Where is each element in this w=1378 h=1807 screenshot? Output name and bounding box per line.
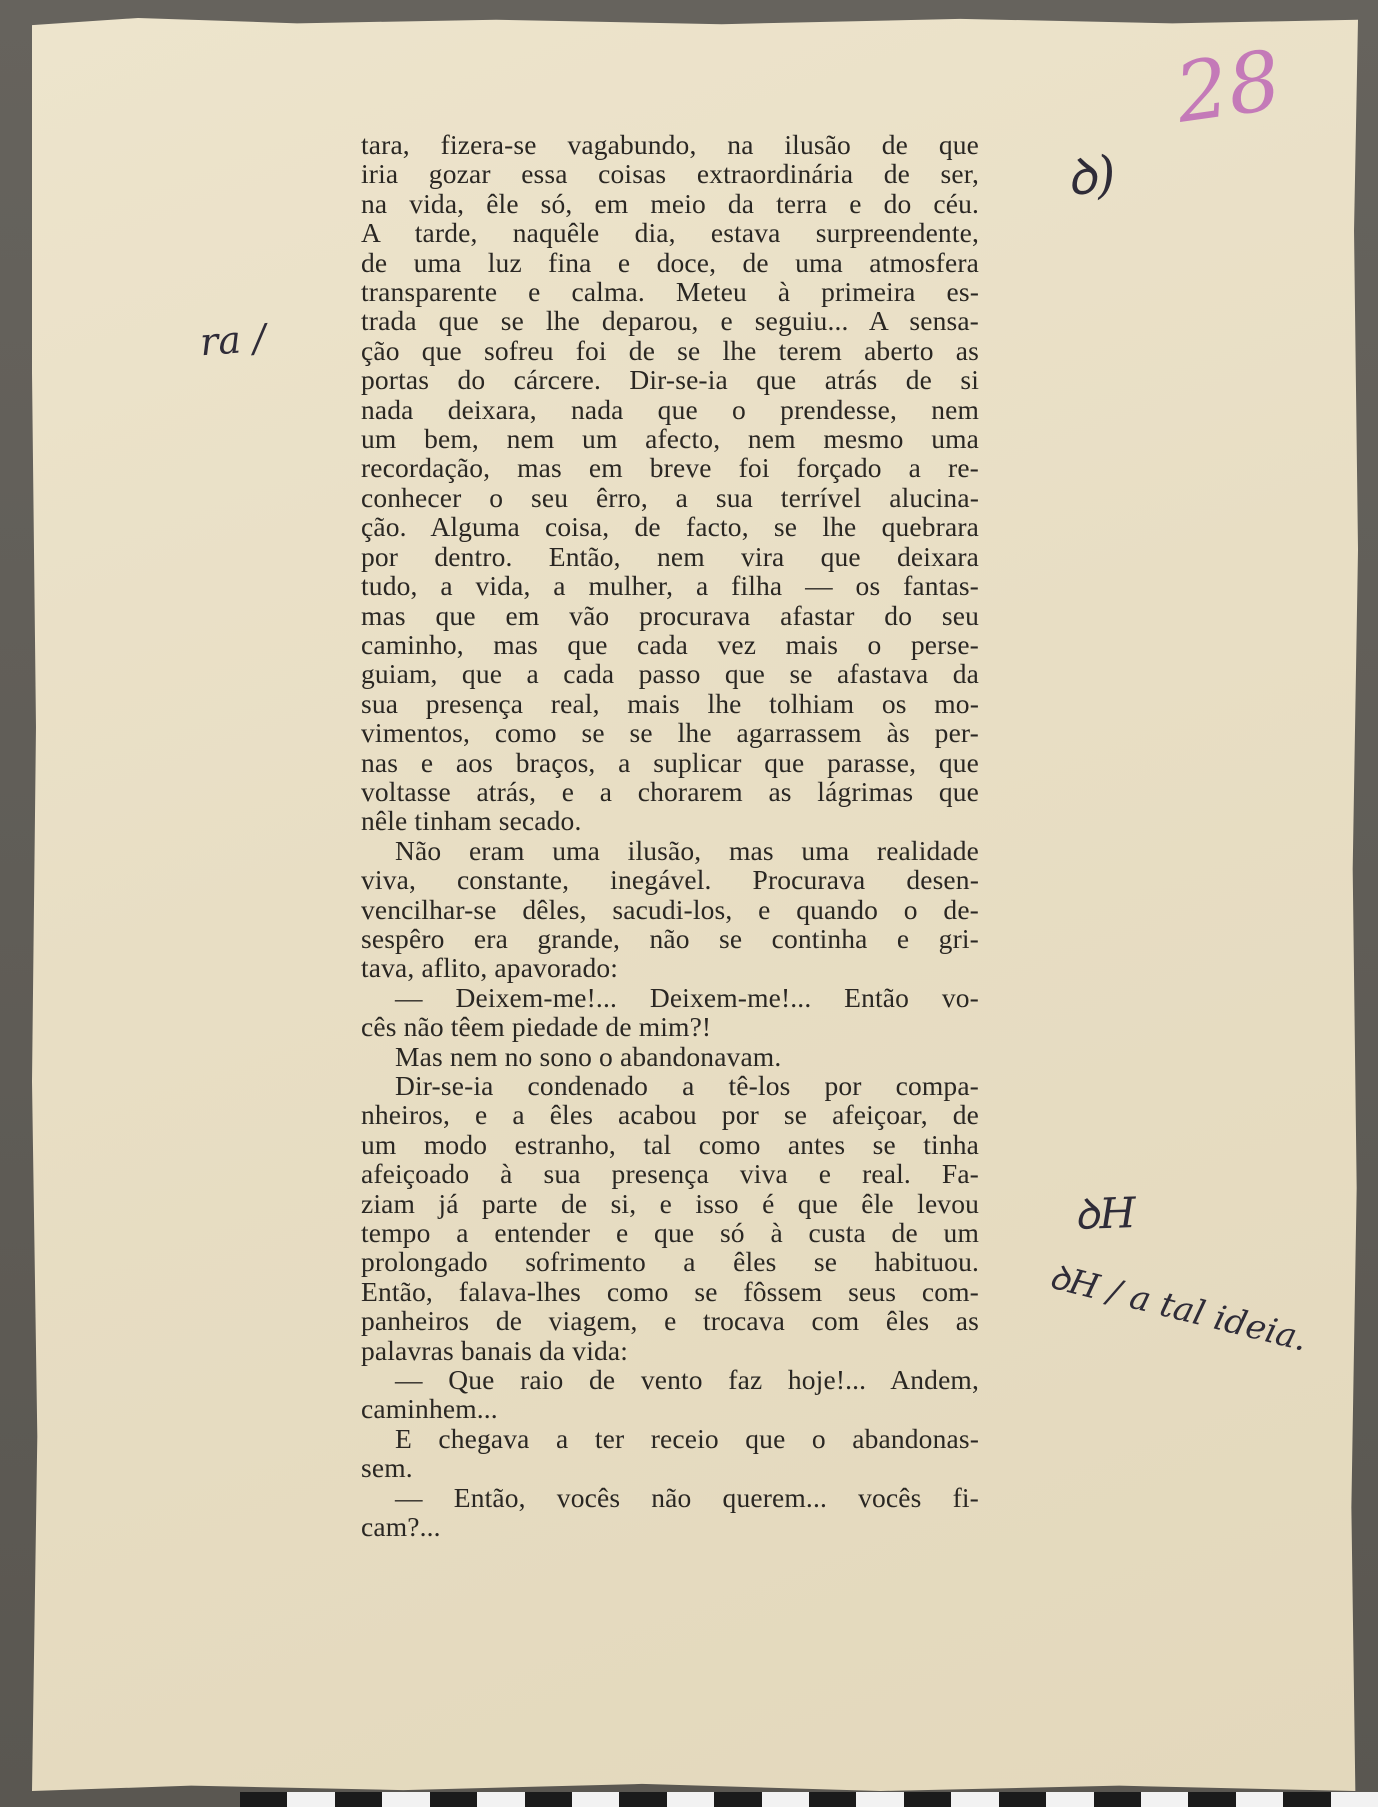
text-line: tudo, a vida, a mulher, a filha — os fantas- [361, 570, 979, 602]
text-line: trada que se lhe deparou, e seguiu... A sensa- [361, 305, 979, 337]
text-line: transparente e calma. Meteu à primeira es- [361, 276, 979, 308]
text-line: nheiros, e a êles acabou por se afeiçoar, de [361, 1099, 979, 1131]
ruler-segment [1046, 1792, 1093, 1807]
ruler-segment [714, 1792, 761, 1807]
ruler-segment [951, 1792, 998, 1807]
ruler-segment [572, 1792, 619, 1807]
margin-note-right-top: ꝺ) [1063, 144, 1119, 208]
text-line: panheiros de viagem, e trocava com êles as [361, 1305, 979, 1337]
text-line: Mas nem no sono o abandonavam. [395, 1040, 782, 1072]
text-line: afeiçoado à sua presença viva e real. Fa- [361, 1158, 979, 1190]
text-line: cês não têem piedade de mim?! [361, 1011, 712, 1043]
ruler-segment [667, 1792, 714, 1807]
text-line: Dir-se-ia condenado a tê-los por compa- [395, 1070, 979, 1101]
text-line: cam?... [361, 1511, 441, 1543]
text-line: tara, fizera-se vagabundo, na ilusão de que [361, 129, 979, 160]
ruler-segment [999, 1792, 1046, 1807]
margin-note-left: ra / [198, 315, 268, 365]
ruler-segment [525, 1792, 572, 1807]
text-line: Não eram uma ilusão, mas uma realidade [395, 834, 979, 866]
text-line: caminho, mas que cada vez mais o perse- [361, 628, 979, 660]
text-line: vencilhar-se dêles, sacudi-los, e quando o de- [361, 893, 979, 925]
scale-ruler [240, 1792, 1378, 1807]
text-line: — Que raio de vento faz hoje!... Andem, [395, 1364, 979, 1396]
text-line: um modo estranho, tal como antes se tinha [361, 1128, 979, 1160]
text-line: recordação, mas em breve foi forçado a re- [361, 452, 979, 484]
text-line: portas do cárcere. Dir-se-ia que atrás de si [361, 364, 979, 396]
text-line: nêle tinham secado. [361, 805, 582, 837]
ruler-segment [1236, 1792, 1283, 1807]
ruler-segment [619, 1792, 666, 1807]
ruler-segment [382, 1792, 429, 1807]
text-line: viva, constante, inegável. Procurava desen- [361, 864, 979, 896]
ruler-segment [287, 1792, 334, 1807]
text-line: palavras banais da vida: [361, 1334, 629, 1366]
ruler-segment [240, 1792, 287, 1807]
text-line: ziam já parte de si, e isso é que êle levou [361, 1187, 979, 1219]
text-line: ção. Alguma coisa, de facto, se lhe quebrara [361, 511, 979, 543]
text-line: voltasse atrás, e a chorarem as lágrimas que [361, 775, 979, 807]
printed-text [361, 130, 979, 1542]
ruler-segment [1141, 1792, 1188, 1807]
text-line: vimentos, como se se lhe agarrassem às per- [361, 717, 979, 749]
ruler-segment [904, 1792, 951, 1807]
text-line: A tarde, naquêle dia, estava surpreendente, [361, 217, 979, 249]
ruler-segment [1094, 1792, 1141, 1807]
text-line: de uma luz fina e doce, de uma atmosfera [361, 246, 979, 278]
text-line: tempo a entender e que só à custa de um [361, 1217, 979, 1249]
margin-note-right-mid: ꝺH [1073, 1187, 1137, 1240]
text-line: guiam, que a cada passo que se afastava da [361, 658, 979, 690]
ruler-segment [1331, 1792, 1378, 1807]
text-line: nada deixara, nada que o prendesse, nem [361, 393, 979, 425]
text-line: na vida, êle só, em meio da terra e do céu. [361, 187, 979, 219]
text-line: Então, falava-lhes como se fôssem seus com- [361, 1275, 979, 1307]
text-line: — Então, vocês não querem... vocês fi- [395, 1481, 979, 1513]
text-line: por dentro. Então, nem vira que deixara [361, 540, 979, 572]
ruler-segment [1283, 1792, 1330, 1807]
text-line: caminhem... [361, 1393, 498, 1425]
text-line: sespêro era grande, não se continha e gri- [361, 922, 979, 954]
text-line: ção que sofreu foi de se lhe terem aberto as [361, 334, 979, 366]
ruler-segment [1188, 1792, 1235, 1807]
ruler-segment [430, 1792, 477, 1807]
text-line: tava, aflito, apavorado: [361, 952, 619, 984]
margin-note-right-lower: ꝺH / a tal ideia. [1045, 1256, 1312, 1360]
ruler-segment [856, 1792, 903, 1807]
text-line: sem. [361, 1452, 413, 1484]
text-line: sua presença real, mais lhe tolhiam os mo- [361, 687, 979, 719]
ruler-segment [762, 1792, 809, 1807]
text-line: — Deixem-me!... Deixem-me!... Então vo- [395, 981, 979, 1013]
text-line: E chegava a ter receio que o abandonas- [395, 1422, 979, 1454]
text-line: conhecer o seu êrro, a sua terrível alucina- [361, 481, 979, 513]
ruler-segment [477, 1792, 524, 1807]
text-line: prolongado sofrimento a êles se habituou. [361, 1246, 979, 1278]
ruler-segment [335, 1792, 382, 1807]
text-line: um bem, nem um afecto, nem mesmo uma [361, 423, 979, 455]
ruler-segment [809, 1792, 856, 1807]
text-line: iria gozar essa coisas extraordinária de ser, [361, 158, 979, 190]
text-line: nas e aos braços, a suplicar que parasse, que [361, 746, 979, 778]
text-line: mas que em vão procurava afastar do seu [361, 599, 979, 631]
page-number: 28 [1169, 33, 1287, 142]
